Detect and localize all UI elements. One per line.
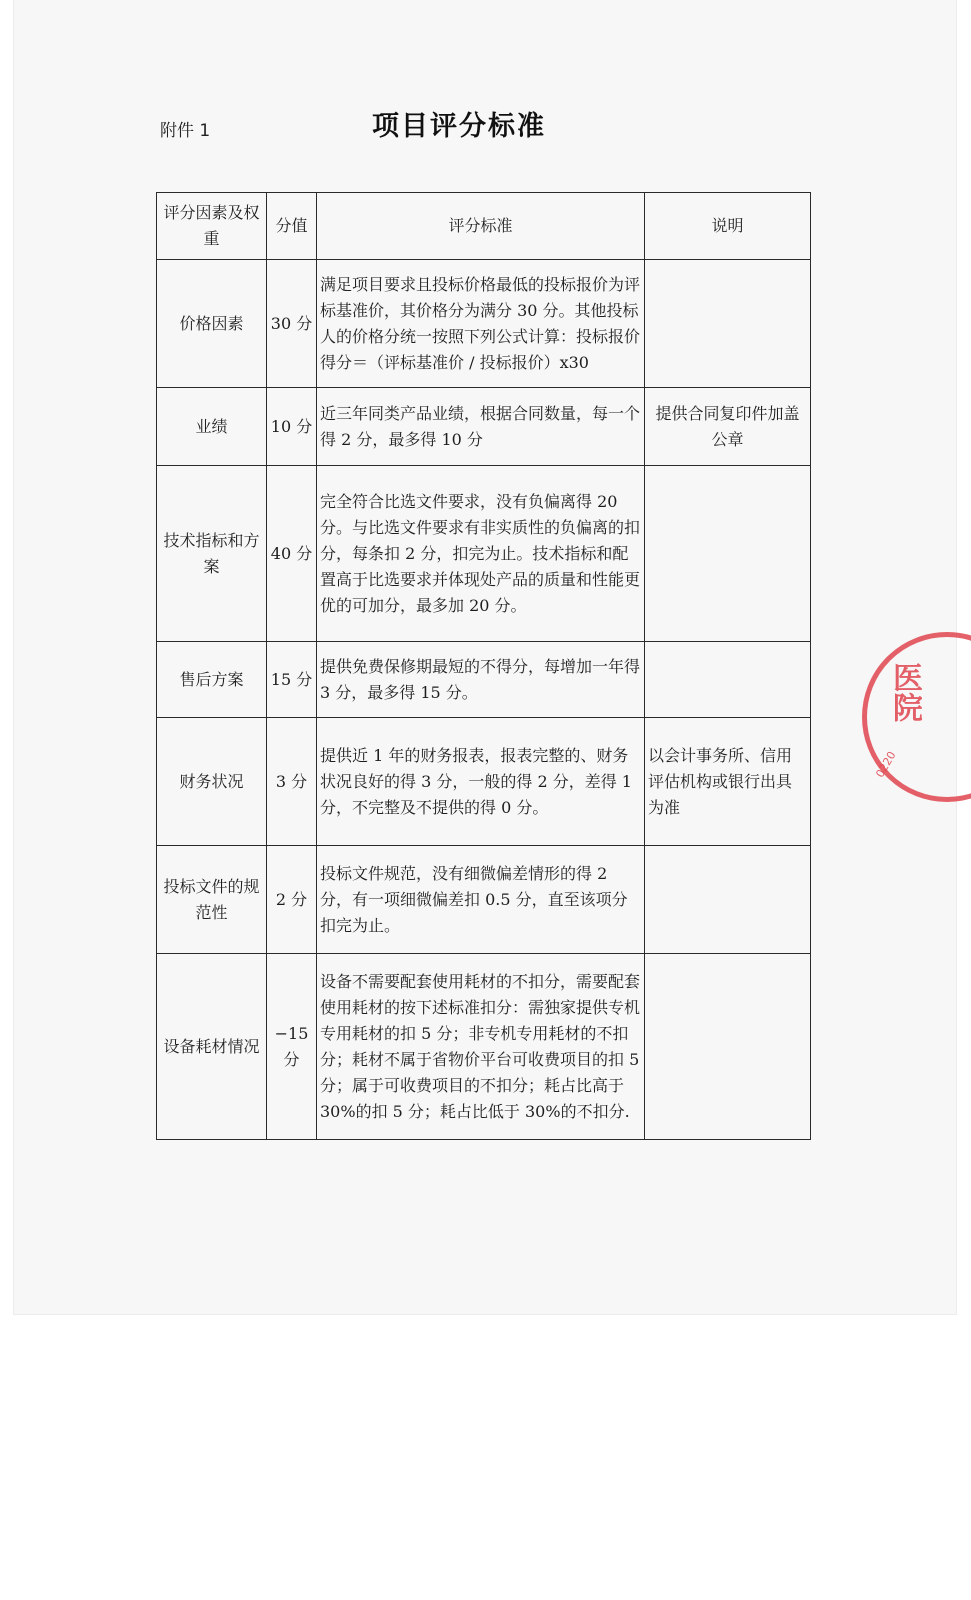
score-cell: 40 分: [267, 466, 317, 642]
page-title: 项目评分标准: [372, 111, 546, 142]
header-standard: 评分标准: [317, 193, 645, 260]
header-factor: 评分因素及权重: [157, 193, 267, 260]
note-cell: 以会计事务所、信用评估机构或银行出具为准: [645, 718, 811, 846]
table-row: [157, 466, 811, 642]
table-row: [157, 388, 811, 466]
standard-cell: 满足项目要求且投标价格最低的投标报价为评标基准价，其价格分为满分 30 分。其他投标人的价格分统一按照下列公式计算：投标报价得分＝（评标基准价 / 投标报价）x30: [317, 260, 645, 388]
factor-cell: 财务状况: [157, 718, 267, 846]
note-cell: [645, 260, 811, 388]
header-note: 说明: [645, 193, 811, 260]
score-cell: 15 分: [267, 642, 317, 718]
note-cell: [645, 466, 811, 642]
standard-cell: 近三年同类产品业绩，根据合同数量，每一个得 2 分，最多得 10 分: [317, 388, 645, 466]
note-cell: 提供合同复印件加盖公章: [645, 388, 811, 466]
header-score: 分值: [267, 193, 317, 260]
table-row: [157, 954, 811, 1140]
score-cell: 30 分: [267, 260, 317, 388]
factor-cell: 价格因素: [157, 260, 267, 388]
standard-cell: 提供免费保修期最短的不得分，每增加一年得 3 分，最多得 15 分。: [317, 642, 645, 718]
score-cell: −15 分: [267, 954, 317, 1140]
table-row: [157, 260, 811, 388]
factor-cell: 业绩: [157, 388, 267, 466]
attachment-label: 附件 1: [160, 121, 211, 141]
factor-cell: 投标文件的规范性: [157, 846, 267, 954]
standard-cell: 提供近 1 年的财务报表，报表完整的、财务状况良好的得 3 分，一般的得 2 分，差得 1 分，不完整及不提供的得 0 分。: [317, 718, 645, 846]
seal-text: 医院: [887, 662, 922, 722]
factor-cell: 售后方案: [157, 642, 267, 718]
note-cell: [645, 954, 811, 1140]
standard-cell: 完全符合比选文件要求，没有负偏离得 20 分。与比选文件要求有非实质性的负偏离的扣分，每条扣 2 分，扣完为止。技术指标和配置高于比选要求并体现处产品的质量和性能更优的可加分，最多加 20 分。: [317, 466, 645, 642]
score-cell: 10 分: [267, 388, 317, 466]
table-row: [157, 642, 811, 718]
note-cell: [645, 846, 811, 954]
table-header-row: [157, 193, 811, 260]
scoring-table: [156, 192, 811, 1140]
standard-cell: 设备不需要配套使用耗材的不扣分，需要配套使用耗材的按下述标准扣分：需独家提供专机专用耗材的扣 5 分；非专机专用耗材的不扣分；耗材不属于省物价平台可收费项目的扣 5 分；属于可收费项目的不扣分；耗占比高于 30%的扣 5 分；耗占比低于 30%的不扣分.: [317, 954, 645, 1140]
factor-cell: 设备耗材情况: [157, 954, 267, 1140]
seal-number: 0220: [873, 749, 899, 780]
standard-cell: 投标文件规范，没有细微偏差情形的得 2 分，有一项细微偏差扣 0.5 分，直至该项分扣完为止。: [317, 846, 645, 954]
score-cell: 2 分: [267, 846, 317, 954]
score-cell: 3 分: [267, 718, 317, 846]
table-row: [157, 846, 811, 954]
factor-cell: 技术指标和方案: [157, 466, 267, 642]
table-row: [157, 718, 811, 846]
note-cell: [645, 642, 811, 718]
